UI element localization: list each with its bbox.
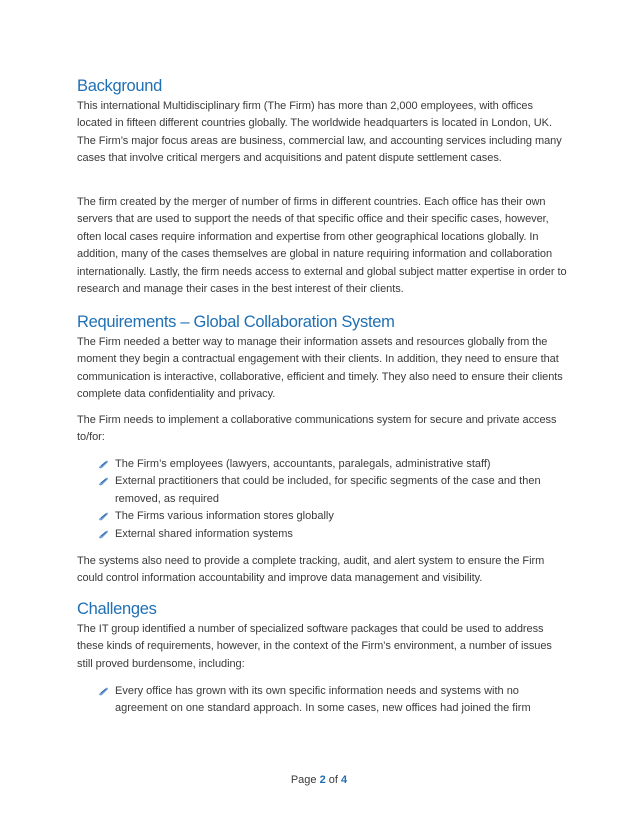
list-item-text: The Firm’s employees (lawyers, accountants, paralegals, administrative staff) [115, 458, 491, 470]
list-item [77, 508, 569, 525]
bullet-list [77, 456, 569, 543]
list-item-text: External practitioners that could be included, for specific segments of the case and then removed, as required [115, 475, 541, 505]
bullet-icon [98, 477, 109, 486]
page-footer [0, 774, 638, 786]
section-heading-requirements: Requirements – Global Collaboration System [77, 313, 395, 331]
paragraph: The systems also need to provide a complete tracking, audit, and alert system to ensure the Firm could control information accountability and improve data management and visibility. [77, 555, 545, 585]
total-pages: 4 [341, 774, 348, 786]
bullet-list [77, 683, 569, 718]
section-heading-background: Background [77, 77, 163, 95]
list-item-text: The Firms various information stores globally [115, 510, 334, 523]
paragraph: The firm created by the merger of number of firms in different countries. Each office has their own servers that are used to support the needs of that specific office and their specific cases, however, often local cases require information and expertise from other geographical locations globally. In addition, many of the cases themselves are global in nature requiring information and collaboration internationally. Lastly, the firm needs access to external and global subject matter expertise in order to research and manage their cases in the best interest of their clients. [77, 196, 567, 296]
paragraph: This international Multidisciplinary firm (The Firm) has more than 2,000 employees, with offices located in fifteen different countries globally. The worldwide headquarters is located in London, UK. The Firm’s major focus areas are business, commercial law, and accounting services including many cases that involve critical mergers and acquisitions and patent dispute settlement cases. [77, 100, 562, 165]
list-item [77, 473, 569, 508]
bullet-icon [98, 512, 109, 521]
list-item [77, 456, 569, 473]
bullet-icon [98, 460, 109, 469]
bullet-icon [98, 687, 109, 696]
page-label: Page [290, 774, 320, 786]
list-item-text: External shared information systems [115, 527, 293, 540]
list-item-text: Every office has grown with its own specific information needs and systems with no agreement on one standard approach. In some cases, new offices had joined the firm [115, 685, 531, 715]
section-heading-challenges: Challenges [77, 600, 157, 618]
paragraph: The IT group identified a number of specialized software packages that could be used to address these kinds of requirements, however, in the context of the Firm’s environment, a number of issues still proved burdensome, including: [77, 623, 552, 670]
paragraph: The Firm needed a better way to manage their information assets and resources globally from the moment they begin a contractual engagement with their clients. In addition, they need to ensure that communication is interactive, collaborative, efficient and timely. They also need to ensure their clients complete data confidentiality and privacy. [77, 336, 563, 401]
list-item [77, 683, 569, 718]
page-of-label: of [325, 774, 342, 786]
bullet-icon [98, 530, 109, 539]
current-page-number: 2 [319, 774, 326, 786]
paragraph: The Firm needs to implement a collaborative communications system for secure and private access to/for: [77, 414, 557, 444]
list-item [77, 526, 569, 543]
